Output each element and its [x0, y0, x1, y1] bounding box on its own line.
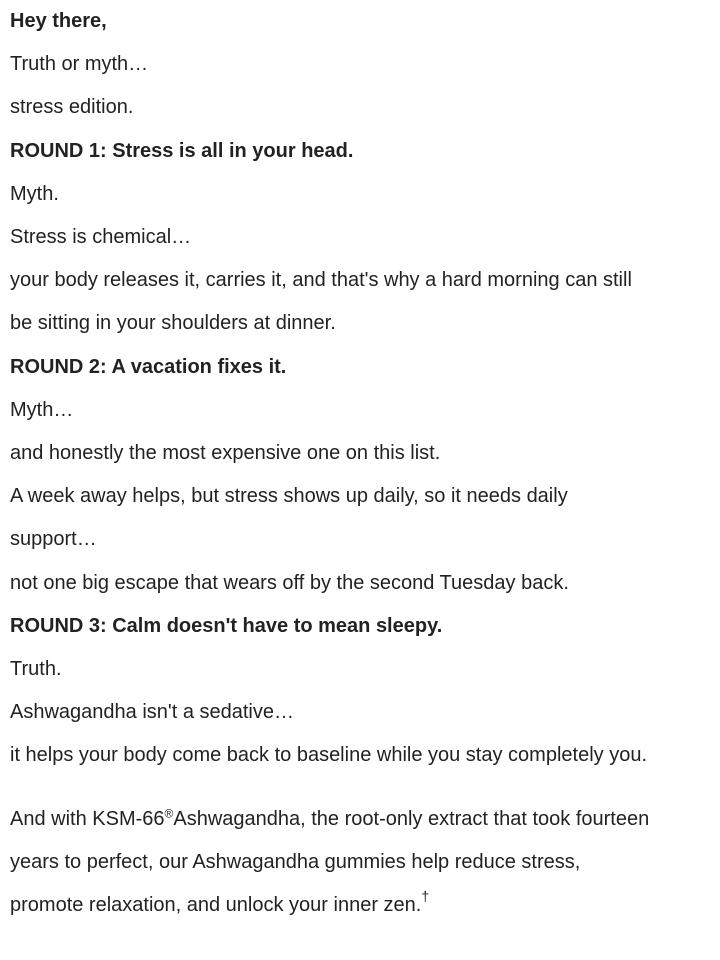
intro-line: Truth or myth…	[10, 53, 149, 76]
round-text: Stress is chemical…	[10, 226, 192, 249]
closing-paragraph	[10, 798, 710, 928]
closing-text: promote relaxation, and unlock your inner zen.	[10, 894, 422, 917]
round-text: Myth.	[10, 182, 59, 205]
closing-text: Ashwagandha, the root-only extract that took fourteen	[173, 807, 650, 830]
paragraph-spacer	[10, 778, 710, 798]
round-text: be sitting in your shoulders at dinner.	[10, 312, 336, 335]
greeting: Hey there,	[10, 10, 107, 32]
round-text: and honestly the most expensive one on this list.	[10, 442, 441, 465]
round-text: support…	[10, 528, 97, 551]
closing-line: years to perfect, our Ashwagandha gummies help reduce stress,	[10, 850, 581, 873]
round-heading: ROUND 3: Calm doesn't have to mean sleepy.	[10, 614, 443, 637]
registered-mark: ®	[164, 806, 174, 820]
round-2	[10, 346, 710, 605]
round-heading: ROUND 1: Stress is all in your head.	[10, 139, 354, 162]
round-heading: ROUND 2: A vacation fixes it.	[10, 355, 287, 378]
round-text: your body releases it, carries it, and that's why a hard morning can still	[10, 269, 632, 292]
intro-line: stress edition.	[10, 96, 134, 119]
round-3	[10, 605, 710, 778]
round-1	[10, 130, 710, 346]
round-text: it helps your body come back to baseline while you stay completely you.	[10, 744, 648, 767]
round-text: not one big escape that wears off by the second Tuesday back.	[10, 571, 569, 594]
email-body	[10, 0, 710, 927]
closing-line	[10, 798, 710, 841]
closing-text: And with KSM-66	[10, 807, 165, 830]
round-text: Myth…	[10, 398, 74, 421]
round-text: Truth.	[10, 658, 62, 681]
closing-line	[10, 884, 710, 927]
dagger-mark: †	[421, 888, 430, 905]
round-text: A week away helps, but stress shows up daily, so it needs daily	[10, 485, 568, 508]
round-text: Ashwagandha isn't a sedative…	[10, 701, 294, 724]
